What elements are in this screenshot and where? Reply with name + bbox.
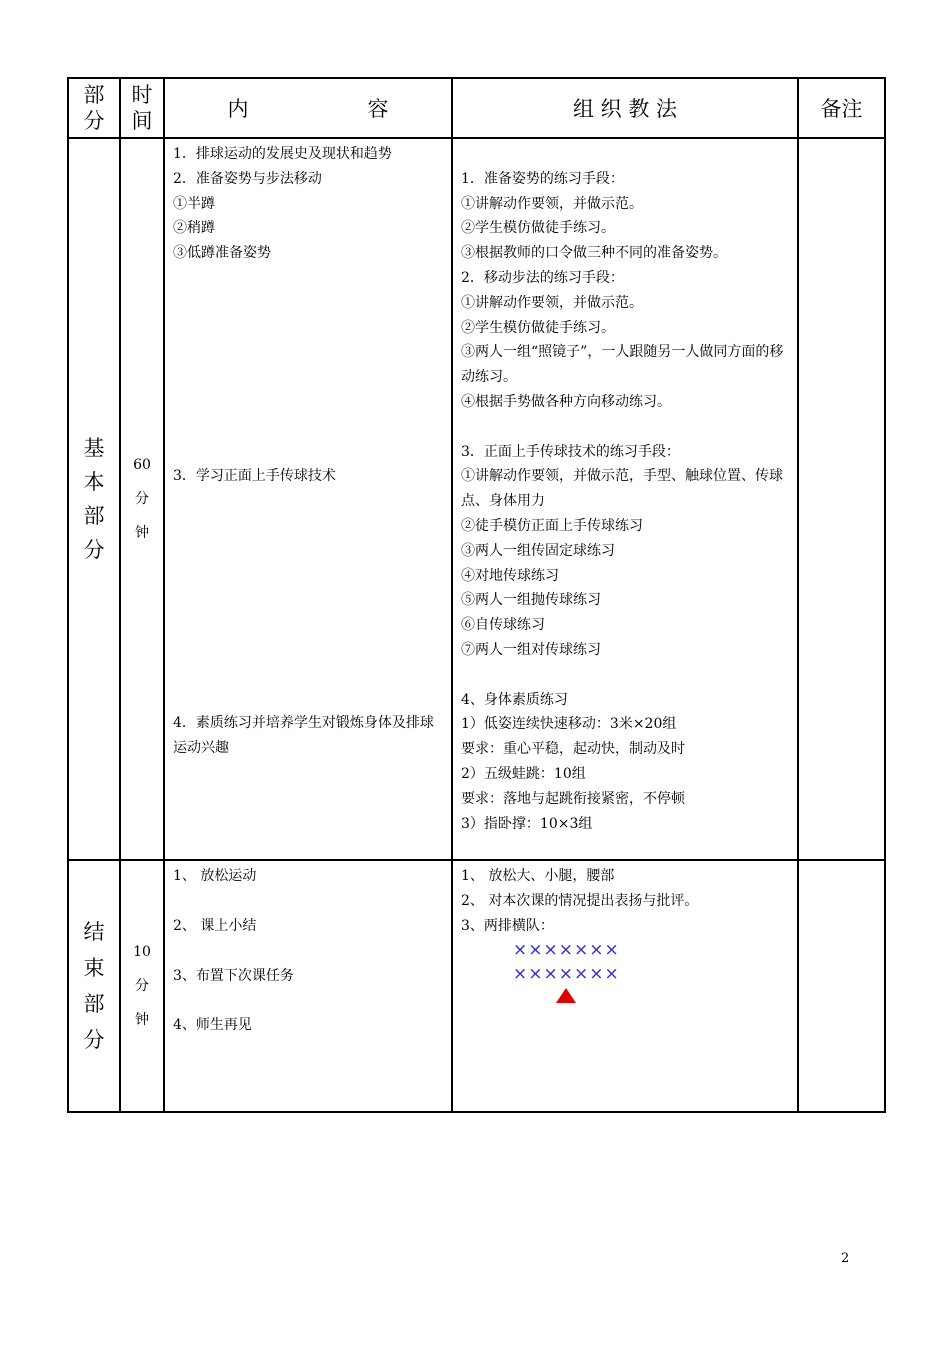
end-notes xyxy=(798,860,885,1112)
basic-method-line: ④对地传球练习 xyxy=(461,567,559,584)
basic-content-line: 3．学习正面上手传球技术 xyxy=(173,467,336,484)
basic-method-line: 3）指卧撑：10×3组 xyxy=(461,815,593,832)
end-time-value: 10 xyxy=(133,944,151,960)
teacher-triangle-icon xyxy=(556,988,576,1003)
basic-time-value: 60 xyxy=(133,457,151,473)
header-content-char-2: 容 xyxy=(367,97,389,121)
basic-section-label-text: 基本部分 xyxy=(83,436,105,562)
header-content-char-1: 内 xyxy=(227,97,249,121)
end-content-line: 1、 放松运动 xyxy=(173,868,257,884)
end-section-label-text: 结束部分 xyxy=(83,920,105,1052)
basic-method-line: ③两人一组“照镜子”，一人跟随另一人做同方面的移动练习。 xyxy=(461,344,784,386)
end-section-label xyxy=(68,860,120,1112)
basic-method-line: ④根据手势做各种方向移动练习。 xyxy=(461,393,671,410)
end-method-line: 2、 对本次课的情况提出表扬与批评。 xyxy=(461,892,699,909)
basic-method-line: ⑥自传球练习 xyxy=(461,617,545,634)
basic-method-line: 1）低姿连续快速移动：3米×20组 xyxy=(461,716,677,733)
end-content-line: 2、 课上小结 xyxy=(173,917,257,934)
end-content xyxy=(164,860,452,1112)
basic-content-line: ③低蹲准备姿势 xyxy=(173,245,271,262)
header-content xyxy=(164,78,452,138)
basic-time-unit: 分钟 xyxy=(135,491,149,541)
basic-content-line: 4．素质练习并培养学生对锻炼身体及排球运动兴趣 xyxy=(173,714,434,756)
end-time-unit: 分钟 xyxy=(135,978,149,1028)
basic-method-line: 3．正面上手传球技术的练习手段： xyxy=(461,443,680,460)
formation-diagram xyxy=(461,938,793,1003)
basic-content-line: 2．准备姿势与步法移动 xyxy=(173,170,322,187)
basic-method-line: ⑦两人一组对传球练习 xyxy=(461,641,601,658)
page-number: 2 xyxy=(841,1251,850,1266)
basic-section-label xyxy=(68,138,120,860)
basic-method-line: ①讲解动作要领，并做示范。 xyxy=(461,195,643,212)
end-method-line: 3、两排横队： xyxy=(461,917,554,934)
end-content-line: 4、师生再见 xyxy=(173,1017,252,1034)
end-method xyxy=(452,860,798,1112)
header-part-text: 部分 xyxy=(83,83,105,133)
header-part xyxy=(68,78,120,138)
basic-method-line: ⑤两人一组抛传球练习 xyxy=(461,592,601,609)
end-time xyxy=(120,860,164,1112)
header-time xyxy=(120,78,164,138)
basic-content-line: ②稍蹲 xyxy=(173,220,215,237)
student-row-2: ××××××× xyxy=(513,964,620,985)
end-method-line: 1、 放松大、小腿，腰部 xyxy=(461,868,615,884)
end-content-line: 3、布置下次课任务 xyxy=(173,967,294,984)
basic-method-line: 2．移动步法的练习手段： xyxy=(461,269,624,286)
basic-method-line: 1．准备姿势的练习手段： xyxy=(461,170,624,187)
basic-method-line: 4、身体素质练习 xyxy=(461,691,568,708)
basic-method-line: 要求：落地与起跳衔接紧密，不停顿 xyxy=(461,790,685,807)
header-notes-text: 备注 xyxy=(820,97,863,121)
end-section-row xyxy=(68,860,885,1112)
basic-method-line: 要求：重心平稳，起动快，制动及时 xyxy=(461,741,685,758)
basic-method-line: ②学生模仿做徒手练习。 xyxy=(461,220,615,237)
basic-method xyxy=(452,138,798,860)
basic-method-line: ①讲解动作要领，并做示范，手型、触球位置、传球点、身体用力 xyxy=(461,468,783,510)
basic-method-line: ①讲解动作要领，并做示范。 xyxy=(461,294,643,311)
basic-method-line: ②学生模仿做徒手练习。 xyxy=(461,319,615,336)
basic-method-line: 2）五级蛙跳：10组 xyxy=(461,765,586,782)
header-time-text: 时间 xyxy=(131,83,153,133)
basic-method-line: ③两人一组传固定球练习 xyxy=(461,542,615,559)
student-row-1: ××××××× xyxy=(513,940,620,961)
basic-notes xyxy=(798,138,885,860)
basic-method-line: ②徒手模仿正面上手传球练习 xyxy=(461,517,643,534)
basic-method-line: ③根据教师的口令做三种不同的准备姿势。 xyxy=(461,245,727,262)
basic-content-line: 1．排球运动的发展史及现状和趋势 xyxy=(173,146,392,162)
basic-content xyxy=(164,138,452,860)
header-method-text: 组 织 教 法 xyxy=(572,97,678,121)
header-row xyxy=(68,78,885,138)
lesson-plan-table xyxy=(67,77,886,1113)
header-notes xyxy=(798,78,885,138)
header-method xyxy=(452,78,798,138)
basic-time xyxy=(120,138,164,860)
basic-section-row xyxy=(68,138,885,860)
basic-content-line: ①半蹲 xyxy=(173,195,215,212)
